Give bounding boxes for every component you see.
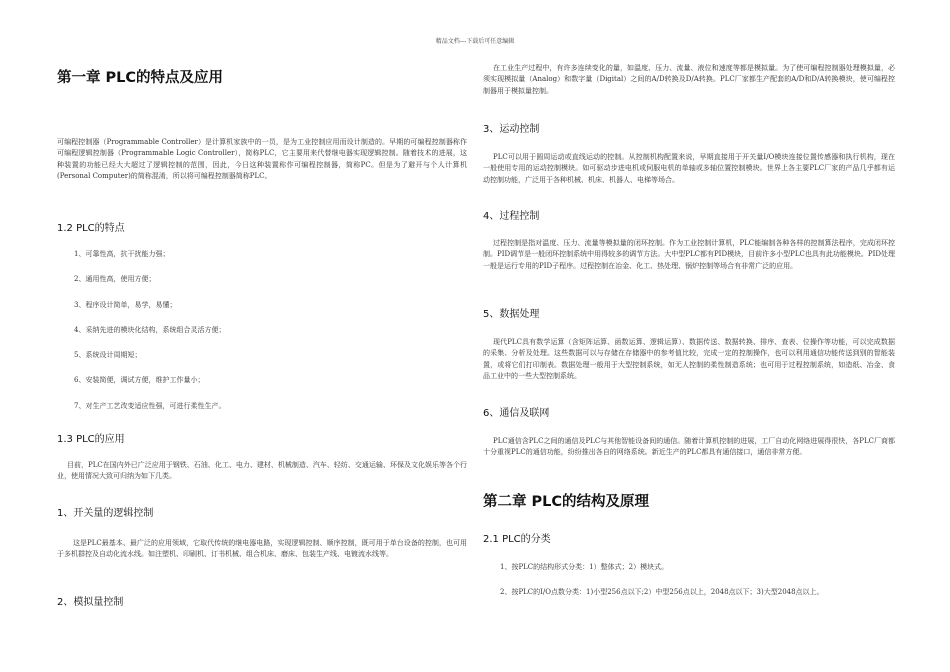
feature-item: 2、通用性高，使用方便； bbox=[74, 275, 156, 283]
feature-item: 5、系统设计周期短； bbox=[74, 351, 142, 359]
section-2-title: 2、模拟量控制 bbox=[57, 597, 124, 608]
section-1-3-title: 1.3 PLC的应用 bbox=[57, 434, 125, 445]
section-3-title: 3、运动控制 bbox=[483, 124, 540, 135]
analog-control-text: 在工业生产过程中，有许多连续变化的量，如温度、压力、流量、液位和速度等都是模拟量。为了使可编程控制器处理模拟量，必须实现模拟量（Analog）和数字量（Digital）之间的A/D转换及D/A转换。PLC厂家都生产配套的A/D和D/A转换模块，使可编程控制器用于模拟量控制。 bbox=[483, 64, 895, 95]
feature-item: 1、可靠性高，抗干扰能力强； bbox=[74, 250, 170, 258]
section-1-text: 这是PLC最基本、最广泛的应用领域，它取代传统的继电器电路，实现逻辑控制、顺序控制，既可用于单台设备的控制，也可用于多机群控及自动化流水线。如注塑机、印刷机、订书机械、组合机床、磨床、包装生产线、电镀流水线等。 bbox=[57, 539, 467, 559]
section-2-1-title: 2.1 PLC的分类 bbox=[483, 534, 551, 545]
classification-item: 1、按PLC的结构形式分类：1）整体式；2）模块式。 bbox=[500, 563, 669, 571]
section-1-title: 1、开关量的逻辑控制 bbox=[57, 508, 154, 519]
feature-item: 6、安装简便，调试方便，维护工作量小； bbox=[74, 376, 205, 384]
feature-item: 7、对生产工艺改变适应性强，可进行柔性生产。 bbox=[74, 402, 226, 410]
section-3-text: PLC可以用于圆周运动或直线运动的控制。从控制机构配置来说，早期直接用于开关量I/O模块连接位置传感器和执行机构，现在一般使用专用的运动控制模块。如可驱动步进电机或伺服电机的单轴或多轴位置控制模块。世界上各主要PLC厂家的产品几乎都有运动控制功能，广泛用于各种机械、机床、机器人、电梯等场合。 bbox=[483, 153, 895, 184]
classification-item: 2、按PLC的I/O点数分类：1)小型256点以下;2）中型256点以上，2048点以下；3)大型2048点以上。 bbox=[500, 588, 824, 596]
intro-paragraph: 可编程控制器（Programmable Controller）是计算机家族中的一员，是为工业控制应用而设计制造的。早期的可编程控制器称作可编程逻辑控制器（Programmable Logic Controller），简称PLC，它主要用来代替继电器实现逻辑控制。随着技术的进展，这种装置的功能已经大大超过了逻辑控制的范围，因此，今日这种装置称作可编程控制器，简称PC。但是为了避开与个人计算机(Personal Computer)的简称混淆，所以将可编程控制器简称PLC。 bbox=[57, 138, 467, 181]
section-6-title: 6、通信及联网 bbox=[483, 408, 550, 419]
section-1-2-title: 1.2 PLC的特点 bbox=[57, 223, 125, 234]
chapter1-title: 第一章 PLC的特点及应用 bbox=[57, 70, 224, 86]
feature-item: 3、程序设计简单，易学，易懂； bbox=[74, 301, 177, 309]
section-4-title: 4、过程控制 bbox=[483, 211, 540, 222]
section-1-3-text: 目前，PLC在国内外已广泛应用于钢铁、石油、化工、电力、建材、机械制造、汽车、轻纺、交通运输、环保及文化娱乐等各个行业，使用情况大致可归纳为如下几类。 bbox=[57, 461, 467, 481]
page-header: 精品文档---下载后可任意编辑 bbox=[435, 38, 515, 45]
section-5-text: 现代PLC具有数学运算（含矩阵运算、函数运算、逻辑运算）、数据传送、数据转换、排序、查表、位操作等功能，可以完成数据的采集、分析及处理。这些数据可以与存储在存储器中的参考值比较，完成一定的控制操作，也可以利用通信功能传送到别的智能装置，或将它们打印制表。数据处理一般用于大型控制系统，如无人控制的柔性制造系统；也可用于过程控制系统，如造纸、冶金、食品工业中的一些大型控制系统。 bbox=[483, 338, 895, 381]
section-5-title: 5、数据处理 bbox=[483, 309, 540, 320]
section-4-text: 过程控制是指对温度、压力、流量等模拟量的闭环控制。作为工业控制计算机，PLC能编制各种各样的控制算法程序，完成闭环控制。PID调节是一般闭环控制系统中用得较多的调节方法。大中型PLC都有PID模块，目前许多小型PLC也具有此功能模块。PID处理一般是运行专用的PID子程序。过程控制在冶金、化工、热处理、锅炉控制等场合有非常广泛的应用。 bbox=[483, 239, 895, 270]
feature-item: 4、采纳先进的模块化结构，系统组合灵活方便； bbox=[74, 326, 226, 334]
section-6-text: PLC通信含PLC之间的通信及PLC与其他智能设备间的通信。随着计算机控制的进展，工厂自动化网络进展得很快，各PLC厂商都十分重视PLC的通信功能，纷纷推出各自的网络系统。新近生产的PLC都具有通信接口，通信非常方便。 bbox=[483, 437, 895, 457]
chapter2-title: 第二章 PLC的结构及原理 bbox=[483, 494, 650, 510]
